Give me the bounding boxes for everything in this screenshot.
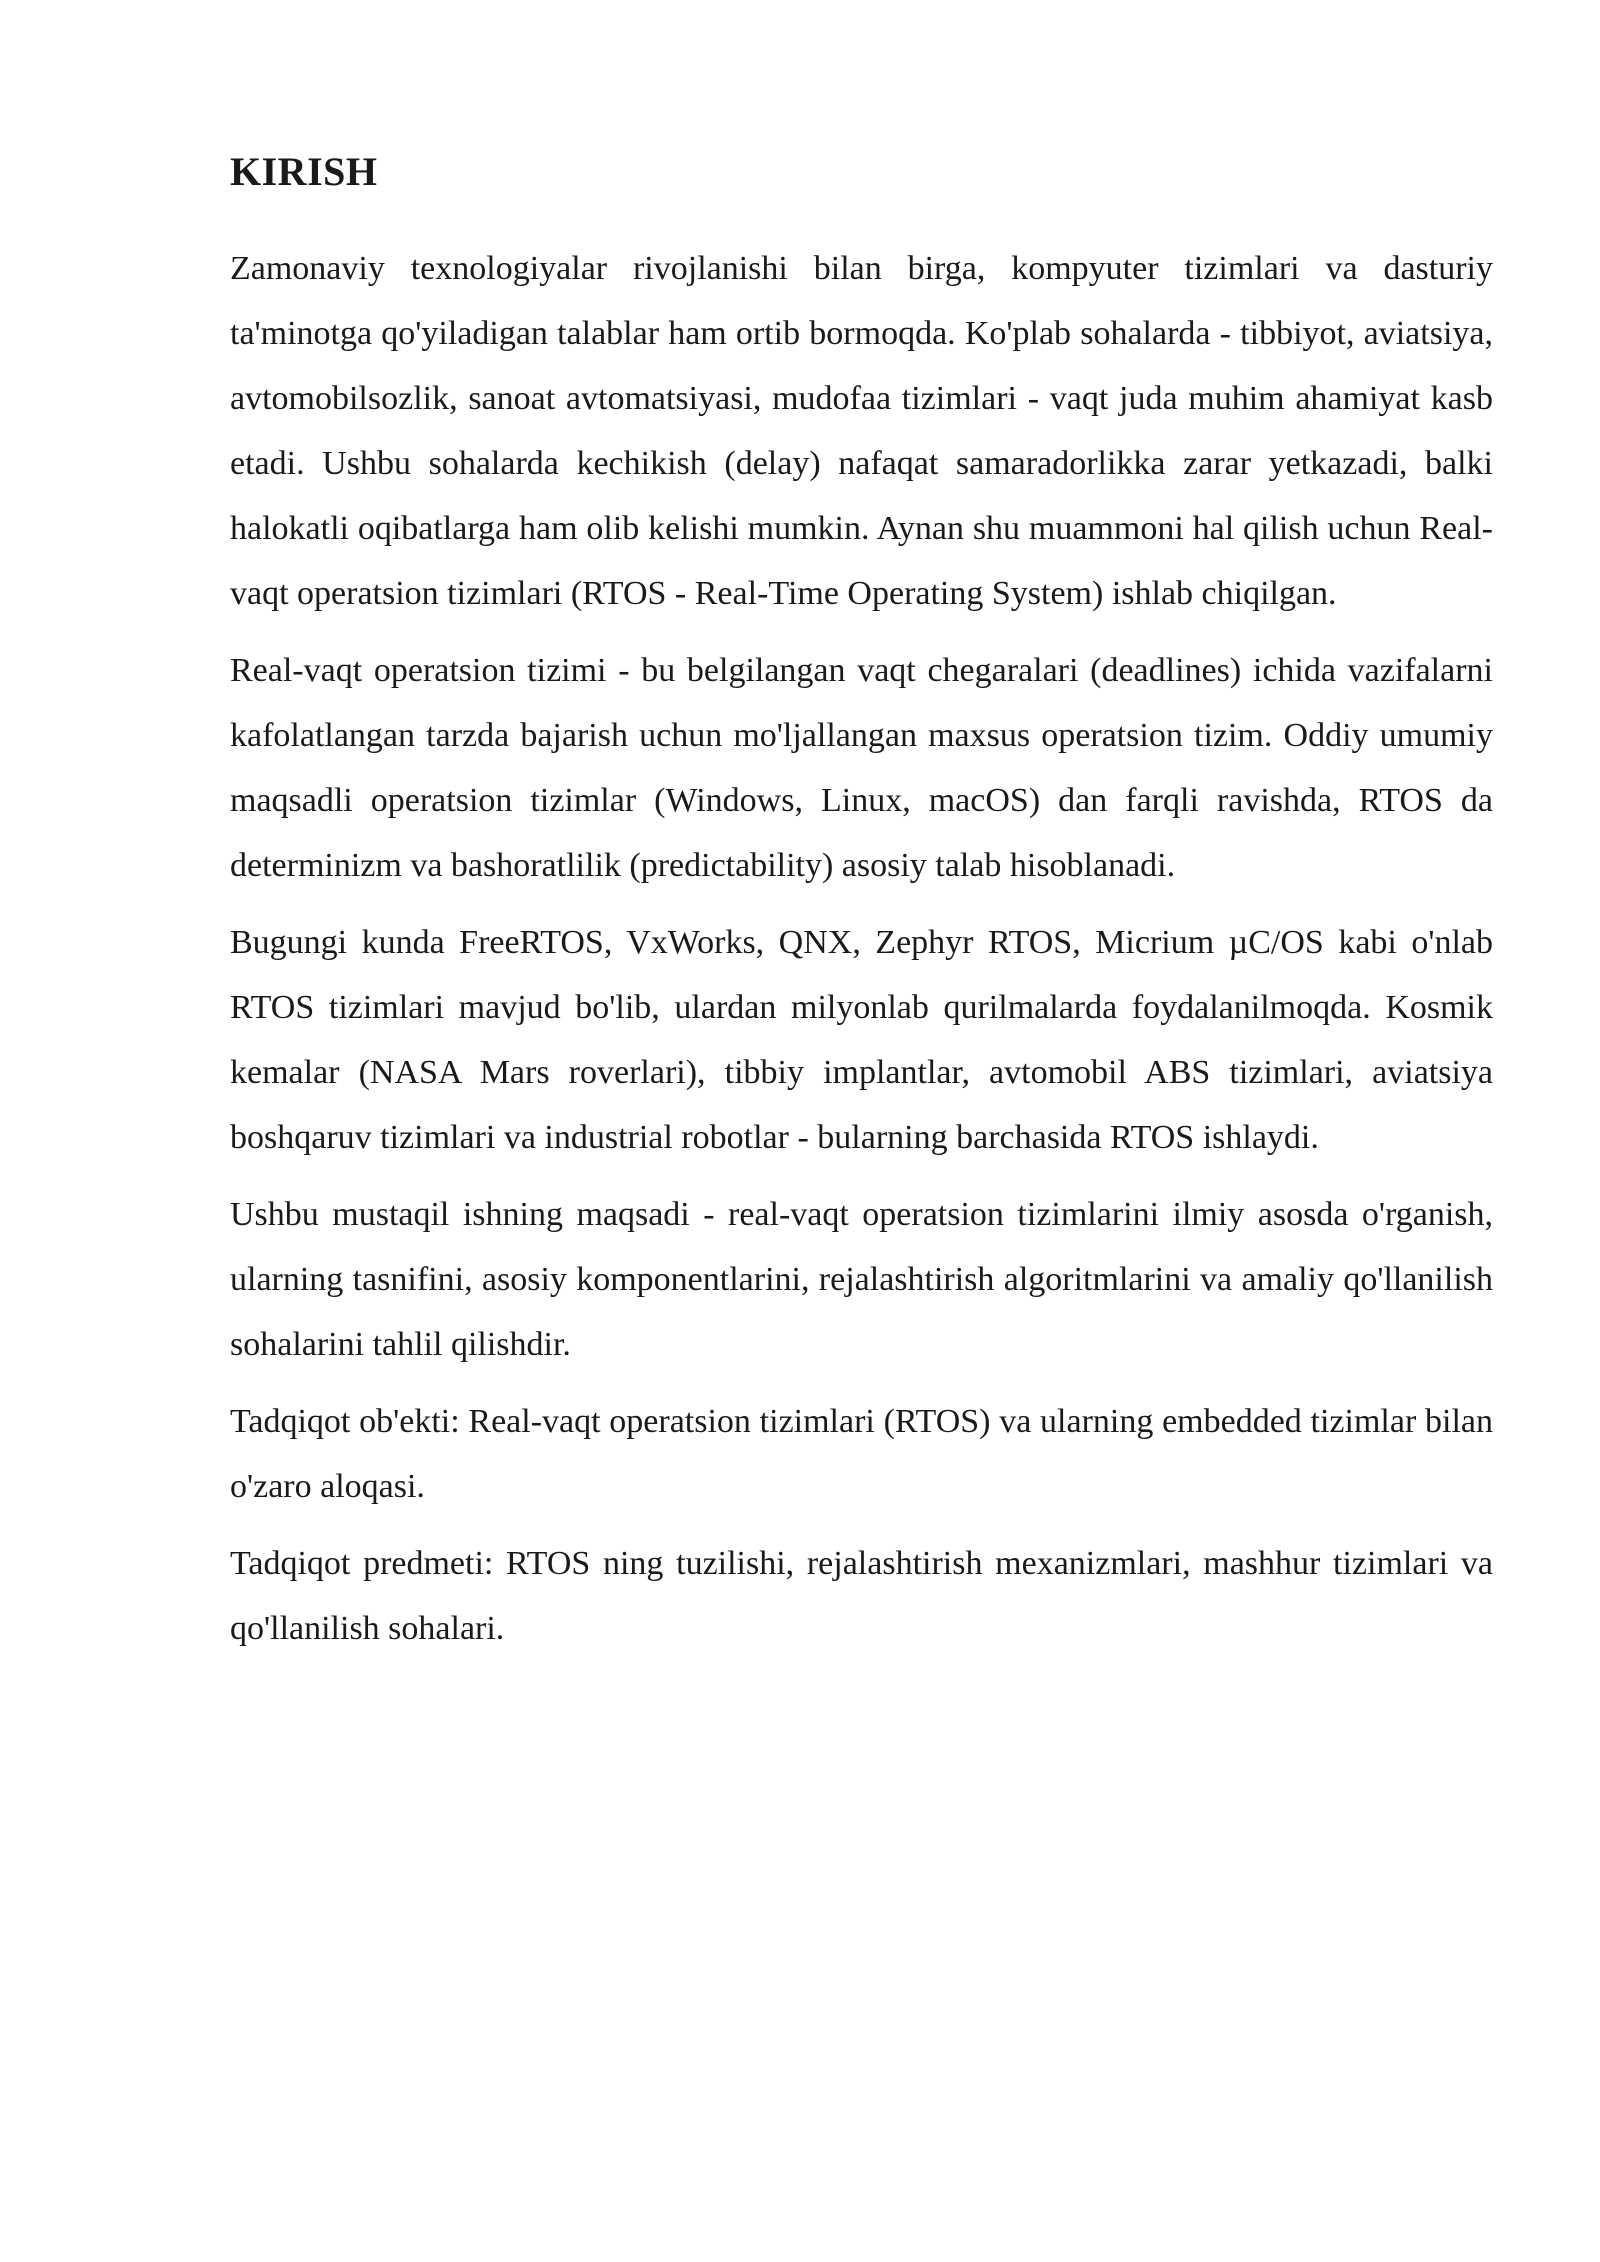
section-heading: KIRISH (230, 149, 378, 194)
paragraph-rtos-examples: Bugungi kunda FreeRTOS, VxWorks, QNX, Zephyr RTOS, Micrium µC/OS kabi o'nlab RTOS tizimlari mavjud bo'lib, ulardan milyonlab qurilmalarda foydalanilmoqda. Kosmik kemalar (NASA Mars roverlari), tibbiy implantlar, avtomobil ABS tizimlari, aviatsiya boshqaruv tizimlari va industrial robotlar - bularning barchasida RTOS ishlaydi. (230, 924, 1493, 1156)
paragraph-research-object: Tadqiqot ob'ekti: Real-vaqt operatsion tizimlari (RTOS) va ularning embedded tizimlar bilan o'zaro aloqasi. (230, 1403, 1493, 1505)
paragraph-research-subject: Tadqiqot predmeti: RTOS ning tuzilishi, rejalashtirish mexanizmlari, mashhur tizimlari va qo'llanilish sohalari. (230, 1545, 1493, 1647)
page-content (230, 148, 1493, 1673)
paragraph-work-goal: Ushbu mustaqil ishning maqsadi - real-vaqt operatsion tizimlarini ilmiy asosda o'rganish, ularning tasnifini, asosiy komponentlarini, rejalashtirish algoritmlarini va amaliy qo'llanilish sohalarini tahlil qilishdir. (230, 1196, 1493, 1363)
paragraph-rtos-definition: Real-vaqt operatsion tizimi - bu belgilangan vaqt chegaralari (deadlines) ichida vazifalarni kafolatlangan tarzda bajarish uchun mo'ljallangan maxsus operatsion tizim. Oddiy umumiy maqsadli operatsion tizimlar (Windows, Linux, macOS) dan farqli ravishda, RTOS da determinizm va bashoratlilik (predictability) asosiy talab hisoblanadi. (230, 652, 1493, 884)
paragraph-introduction: Zamonaviy texnologiyalar rivojlanishi bilan birga, kompyuter tizimlari va dasturiy ta'minotga qo'yiladigan talablar ham ortib bormoqda. Ko'plab sohalarda - tibbiyot, aviatsiya, avtomobilsozlik, sanoat avtomatsiyasi, mudofaa tizimlari - vaqt juda muhim ahamiyat kasb etadi. Ushbu sohalarda kechikish (delay) nafaqat samaradorlikka zarar yetkazadi, balki halokatli oqibatlarga ham olib kelishi mumkin. Aynan shu muammoni hal qilish uchun Real-vaqt operatsion tizimlari (RTOS - Real-Time Operating System) ishlab chiqilgan. (230, 250, 1493, 612)
